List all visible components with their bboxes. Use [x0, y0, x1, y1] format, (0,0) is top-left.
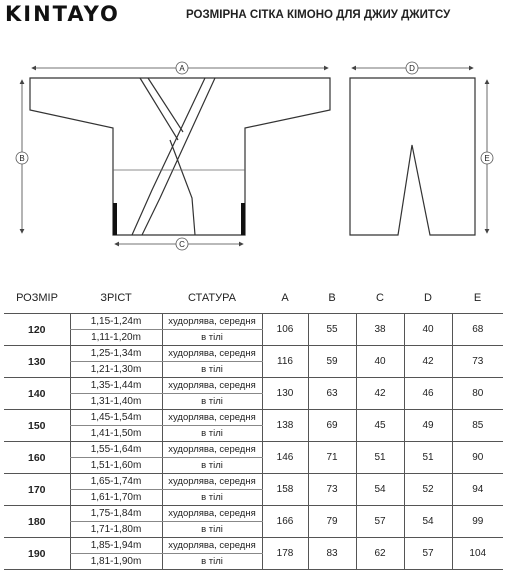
- col-header-c: C: [356, 283, 404, 314]
- cell-build-2: в тілі: [162, 362, 262, 378]
- size-chart-table: [4, 283, 503, 570]
- cell-c: 45: [356, 410, 404, 442]
- table-header-row: [4, 283, 503, 314]
- cell-e: 90: [452, 442, 503, 474]
- col-header-size: РОЗМІР: [4, 283, 70, 314]
- cell-build-1: худорлява, середня: [162, 314, 262, 330]
- cell-c: 51: [356, 442, 404, 474]
- cell-e: 94: [452, 474, 503, 506]
- cell-build-1: худорлява, середня: [162, 474, 262, 490]
- cell-a: 116: [262, 346, 308, 378]
- cell-b: 73: [308, 474, 356, 506]
- cell-d: 49: [404, 410, 452, 442]
- col-header-b: B: [308, 283, 356, 314]
- cell-build-1: худорлява, середня: [162, 410, 262, 426]
- cell-build-1: худорлява, середня: [162, 346, 262, 362]
- table-row: [4, 538, 503, 554]
- cell-e: 99: [452, 506, 503, 538]
- col-header-height: ЗРІСТ: [70, 283, 162, 314]
- cell-build-1: худорлява, середня: [162, 442, 262, 458]
- cell-d: 46: [404, 378, 452, 410]
- cell-e: 68: [452, 314, 503, 346]
- cell-size: 190: [4, 538, 70, 570]
- cell-build-2: в тілі: [162, 522, 262, 538]
- cell-build-2: в тілі: [162, 394, 262, 410]
- cell-size: 130: [4, 346, 70, 378]
- cell-height-2: 1,31-1,40m: [70, 394, 162, 410]
- cell-a: 130: [262, 378, 308, 410]
- cell-build-1: худорлява, середня: [162, 506, 262, 522]
- col-header-build: СТАТУРА: [162, 283, 262, 314]
- cell-e: 73: [452, 346, 503, 378]
- cell-e: 104: [452, 538, 503, 570]
- cell-height-1: 1,25-1,34m: [70, 346, 162, 362]
- jacket-collar: [132, 78, 215, 235]
- cell-d: 51: [404, 442, 452, 474]
- cell-size: 140: [4, 378, 70, 410]
- table-row: [4, 346, 503, 362]
- cell-c: 40: [356, 346, 404, 378]
- cell-height-2: 1,71-1,80m: [70, 522, 162, 538]
- table-row: [4, 442, 503, 458]
- kimono-diagram: [0, 40, 505, 280]
- cell-d: 57: [404, 538, 452, 570]
- cell-b: 71: [308, 442, 356, 474]
- cell-build-2: в тілі: [162, 330, 262, 346]
- cell-size: 170: [4, 474, 70, 506]
- cell-height-1: 1,65-1,74m: [70, 474, 162, 490]
- cell-build-2: в тілі: [162, 426, 262, 442]
- cell-a: 106: [262, 314, 308, 346]
- cell-d: 52: [404, 474, 452, 506]
- dim-label-c: C: [179, 240, 185, 249]
- cell-height-2: 1,21-1,30m: [70, 362, 162, 378]
- table-row: [4, 314, 503, 330]
- cell-build-2: в тілі: [162, 490, 262, 506]
- cell-height-1: 1,45-1,54m: [70, 410, 162, 426]
- cell-e: 85: [452, 410, 503, 442]
- brand-logo: KINTAYO: [5, 2, 120, 26]
- cell-height-2: 1,51-1,60m: [70, 458, 162, 474]
- cell-b: 79: [308, 506, 356, 538]
- cell-height-1: 1,85-1,94m: [70, 538, 162, 554]
- cell-c: 62: [356, 538, 404, 570]
- col-header-d: D: [404, 283, 452, 314]
- cell-c: 54: [356, 474, 404, 506]
- pants-outline: [350, 78, 475, 235]
- cell-height-2: 1,11-1,20m: [70, 330, 162, 346]
- cell-height-2: 1,61-1,70m: [70, 490, 162, 506]
- cell-b: 69: [308, 410, 356, 442]
- jacket-cuff-right: [241, 203, 245, 235]
- cell-a: 158: [262, 474, 308, 506]
- cell-size: 120: [4, 314, 70, 346]
- cell-height-1: 1,35-1,44m: [70, 378, 162, 394]
- cell-a: 178: [262, 538, 308, 570]
- jacket-cuff-left: [113, 203, 117, 235]
- cell-size: 160: [4, 442, 70, 474]
- cell-size: 180: [4, 506, 70, 538]
- table-row: [4, 410, 503, 426]
- cell-d: 42: [404, 346, 452, 378]
- cell-build-2: в тілі: [162, 458, 262, 474]
- dim-label-e: E: [484, 154, 490, 163]
- cell-height-1: 1,75-1,84m: [70, 506, 162, 522]
- dim-label-d: D: [409, 64, 415, 73]
- col-header-a: A: [262, 283, 308, 314]
- cell-d: 40: [404, 314, 452, 346]
- cell-a: 166: [262, 506, 308, 538]
- cell-height-2: 1,81-1,90m: [70, 554, 162, 570]
- cell-d: 54: [404, 506, 452, 538]
- cell-build-2: в тілі: [162, 554, 262, 570]
- cell-size: 150: [4, 410, 70, 442]
- cell-b: 83: [308, 538, 356, 570]
- table-row: [4, 378, 503, 394]
- jacket-outline: [30, 78, 330, 235]
- cell-c: 42: [356, 378, 404, 410]
- cell-height-1: 1,55-1,64m: [70, 442, 162, 458]
- col-header-e: E: [452, 283, 503, 314]
- cell-build-1: худорлява, середня: [162, 538, 262, 554]
- cell-build-1: худорлява, середня: [162, 378, 262, 394]
- cell-a: 146: [262, 442, 308, 474]
- cell-b: 59: [308, 346, 356, 378]
- cell-c: 57: [356, 506, 404, 538]
- cell-c: 38: [356, 314, 404, 346]
- dim-label-b: B: [19, 154, 25, 163]
- page-title: РОЗМІРНА СІТКА КІМОНО ДЛЯ ДЖИУ ДЖИТСУ: [186, 9, 451, 21]
- cell-height-1: 1,15-1,24m: [70, 314, 162, 330]
- cell-b: 55: [308, 314, 356, 346]
- dim-label-a: A: [179, 64, 185, 73]
- cell-a: 138: [262, 410, 308, 442]
- cell-height-2: 1,41-1,50m: [70, 426, 162, 442]
- cell-e: 80: [452, 378, 503, 410]
- table-row: [4, 506, 503, 522]
- table-row: [4, 474, 503, 490]
- cell-b: 63: [308, 378, 356, 410]
